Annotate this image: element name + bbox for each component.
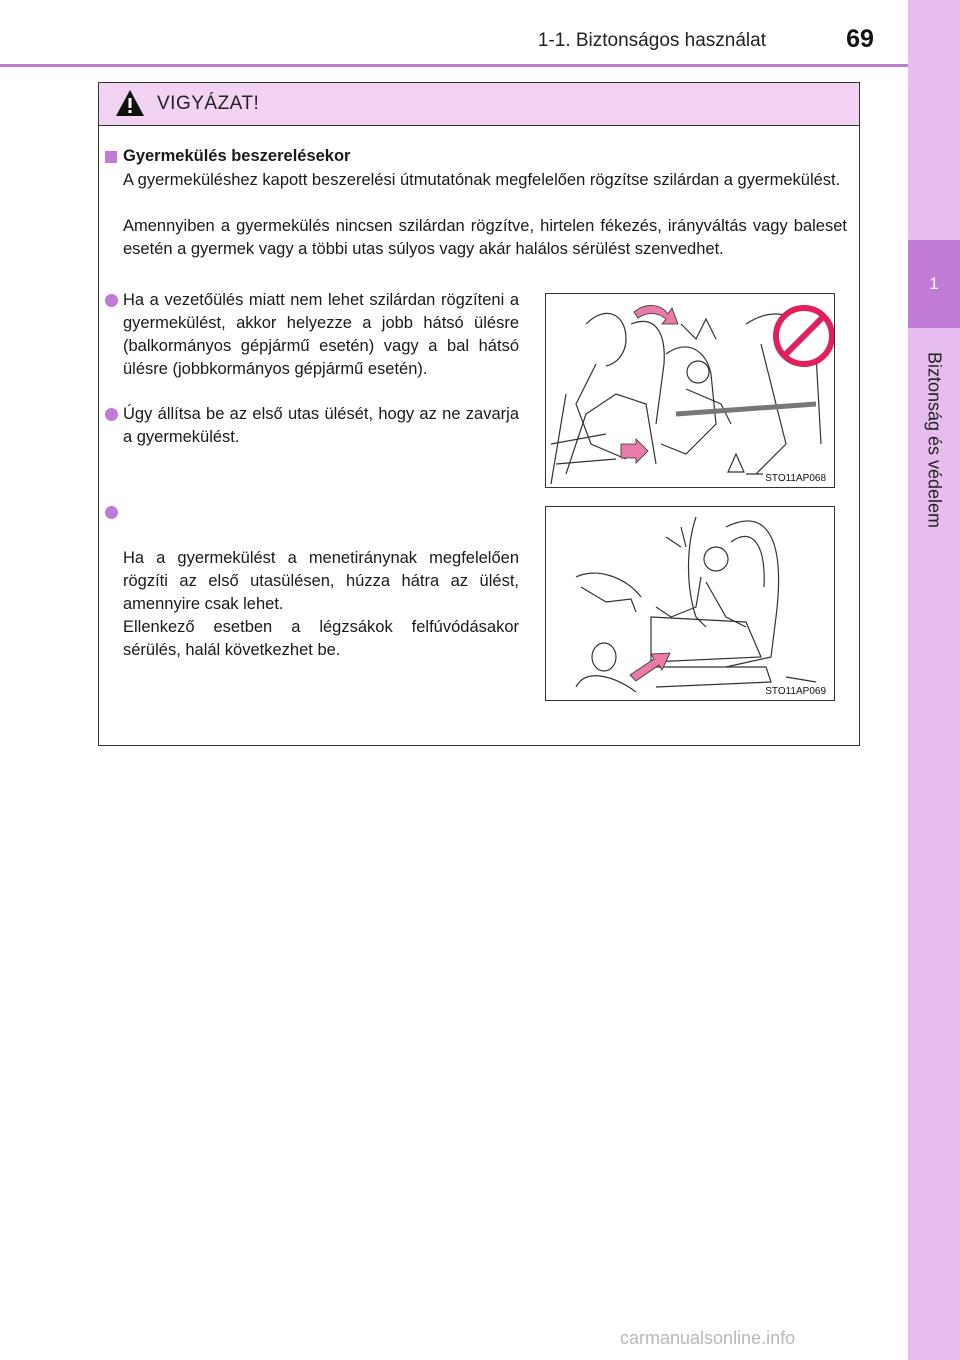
- bullet-item: [105, 289, 519, 381]
- section-title: 1-1. Biztonságos használat: [537, 30, 766, 51]
- chapter-number: 1: [929, 274, 939, 293]
- bullet-text: Ha a vezetőülés miatt nem lehet szilárdan rögzíteni a gyermekülést, akkor helyezze a jobb hátsó ülésre (balkormányos gépjármű esetén) vagy a bal hátsó ülésre (jobbkormányos gépjármű esetén).: [123, 291, 519, 378]
- header-divider: [0, 64, 908, 67]
- figure-code: STO11AP068: [765, 473, 826, 484]
- child-seat-rear-drawing: [546, 294, 834, 487]
- caution-title: VIGYÁZAT!: [157, 93, 260, 114]
- heading-text: Gyermekülés beszerelésekor: [123, 147, 351, 165]
- chapter-title: Biztonság és védelem: [924, 351, 945, 529]
- bullet-item: [105, 501, 519, 662]
- bullet-dot-icon: [105, 506, 118, 519]
- bullet-item: [105, 403, 519, 449]
- watermark[interactable]: carmanualsonline.info: [620, 1328, 796, 1348]
- chapter-side-tab: [908, 0, 960, 1360]
- paragraph: Amennyiben a gyermekülés nincsen szilárdan rögzítve, hirtelen fékezés, irányváltás vagy baleset esetén a gyermek vagy a többi utas súlyos vagy akár halálos sérülést szenvedhet.: [123, 217, 847, 258]
- section-heading: [105, 147, 350, 166]
- warning-triangle-icon: [115, 89, 145, 117]
- page-number: 69: [846, 25, 874, 53]
- illustration-child-seat-rear: [545, 293, 835, 488]
- caution-box: [98, 82, 860, 746]
- illustration-front-seat-back: [545, 506, 835, 701]
- bullet-dot-icon: [105, 408, 118, 421]
- paragraph: A gyermeküléshez kapott beszerelési útmutatónak megfelelően rögzítse szilárdan a gyermekülést.: [123, 171, 841, 189]
- bullet-text: Ha a gyermekülést a menetiránynak megfelelően rögzíti az első utasülésen, húzza hátra az ülést, amennyire csak lehet. Ellenkező esetben a légzsákok felfúvódásakor sérülés, halál következhet be.: [123, 549, 519, 659]
- bullet-dot-icon: [105, 294, 118, 307]
- square-bullet-icon: [105, 151, 117, 163]
- caution-header: [99, 83, 859, 126]
- chapter-number-tab[interactable]: [908, 240, 960, 328]
- front-seat-drawing: [546, 507, 834, 700]
- bullet-text: Úgy állítsa be az első utas ülését, hogy az ne zavarja a gyermekülést.: [123, 405, 519, 446]
- figure-code: STO11AP069: [765, 686, 826, 697]
